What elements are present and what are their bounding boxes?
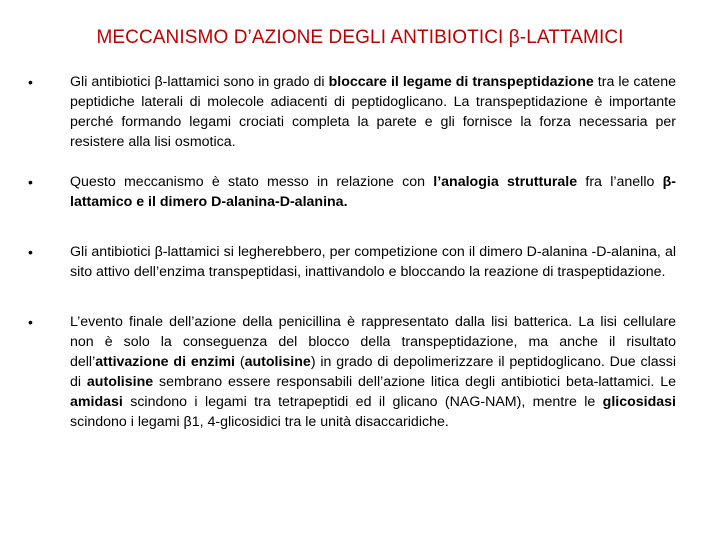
- text-run-bold: amidasi: [70, 394, 123, 410]
- text-run-bold: β-lattamico e il dimero D-alanina-D-alanina.: [70, 174, 676, 210]
- bullet-list: [28, 72, 676, 432]
- text-run: Questo meccanismo è stato messo in relazione con: [70, 174, 434, 190]
- text-run: tra le catene peptidiche laterali di molecole adiacenti di peptidoglicano. La transpeptidazione è importante perché formando legami crociati completa la parete e gli fornisce la forza necessaria per resistere alla lisi osmotica.: [70, 74, 676, 150]
- text-run: Gli antibiotici β-lattamici si legherebbero, per competizione con il dimero D-alanina -D-alanina, al sito attivo dell’enzima transpeptidasi, inattivandolo e bloccando la reazione di traspeptidazione.: [70, 244, 676, 280]
- bullet-marker: •: [28, 244, 33, 260]
- text-run: Gli antibiotici β-lattamici sono in grado di: [70, 74, 329, 90]
- text-run: scindono i legami tra tetrapeptidi ed il glicano (NAG-NAM), mentre le: [122, 394, 603, 410]
- text-run-bold: l’analogia strutturale: [433, 174, 578, 190]
- text-run-bold: attivazione di enzimi: [95, 354, 236, 370]
- bullet-item-3: [28, 242, 676, 282]
- bullet-item-2: [28, 172, 676, 212]
- text-run: scindono i legami β1, 4-glicosidici tra le unità disaccaridiche.: [70, 414, 449, 430]
- text-run-bold: glicosidasi: [602, 394, 676, 410]
- bullet-marker: •: [28, 74, 33, 90]
- bullet-marker: •: [28, 174, 33, 190]
- bullet-marker: •: [28, 314, 33, 330]
- text-run: (: [235, 354, 245, 370]
- text-run: ) in grado di depolimerizzare il peptidoglicano. Due classi di: [70, 354, 676, 390]
- text-run-bold: autolisine: [244, 354, 311, 370]
- bullet-item-4: [28, 312, 676, 432]
- bullet-item-1: [28, 72, 676, 152]
- text-run: L’evento finale dell’azione della penicillina è rappresentato dalla lisi batterica. La lisi cellulare non è solo la conseguenza del blocco della transpeptidazione, ma anche il risultato dell’: [70, 314, 676, 370]
- text-run-bold: autolisine: [86, 374, 154, 390]
- text-run: sembrano essere responsabili dell’azione litica degli antibiotici beta-lattamici. Le: [153, 374, 677, 390]
- text-run: fra l’anello: [577, 174, 663, 190]
- text-run-bold: bloccare il legame di transpeptidazione: [328, 74, 594, 90]
- page-title: MECCANISMO D’AZIONE DEGLI ANTIBIOTICI β-LATTAMICI: [96, 27, 624, 48]
